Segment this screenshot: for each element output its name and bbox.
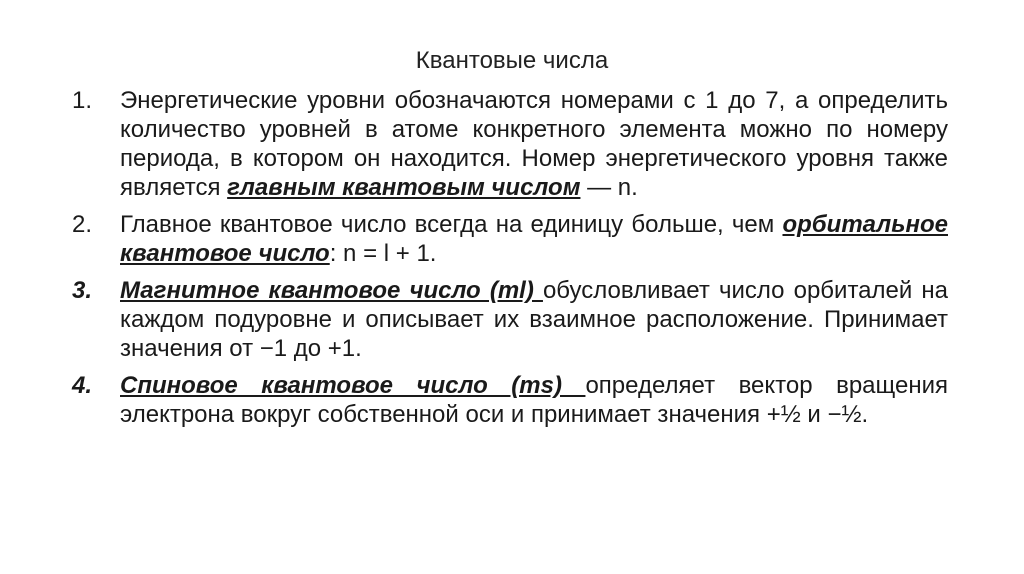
term-principal-quantum-number: главным квантовым числом bbox=[227, 174, 581, 201]
list-item-2 bbox=[72, 210, 948, 268]
item-number: 1. bbox=[72, 87, 93, 114]
list-item-1 bbox=[72, 86, 948, 202]
term-spin-quantum-number: Спиновое квантовое число (ms) bbox=[120, 372, 586, 399]
item-text-end: — n. bbox=[580, 174, 638, 201]
list-item-4 bbox=[72, 371, 948, 429]
item-text: Энергетические уровни обозначаются номерами с 1 до 7, а определить количество уровней в атоме конкретного элемента можно по номеру периода, в котором он находится. Номер энергетического уровня также является bbox=[120, 87, 948, 201]
term-magnetic-quantum-number: Магнитное квантовое число (ml) bbox=[120, 277, 543, 304]
item-number: 4. bbox=[72, 372, 93, 399]
item-text-end: обусловливает число орбиталей на каждом подуровне и описывает их взаимное расположение. Принимает значения от −1 до +1. bbox=[120, 277, 949, 362]
item-text: Главное квантовое число всегда на единицу больше, чем bbox=[120, 211, 783, 238]
item-text-end: : n = l + 1. bbox=[329, 240, 437, 267]
list-item-3 bbox=[72, 276, 948, 363]
quantum-numbers-list bbox=[72, 86, 948, 437]
slide-title: Квантовые числа bbox=[415, 47, 609, 74]
item-text-end: определяет вектор вращения электрона вокруг собственной оси и принимает значения +½ и −½. bbox=[120, 372, 949, 428]
term-orbital-quantum-number: орбитальное квантовое число bbox=[120, 211, 948, 267]
item-number: 2. bbox=[72, 211, 93, 238]
item-number: 3. bbox=[72, 277, 93, 304]
